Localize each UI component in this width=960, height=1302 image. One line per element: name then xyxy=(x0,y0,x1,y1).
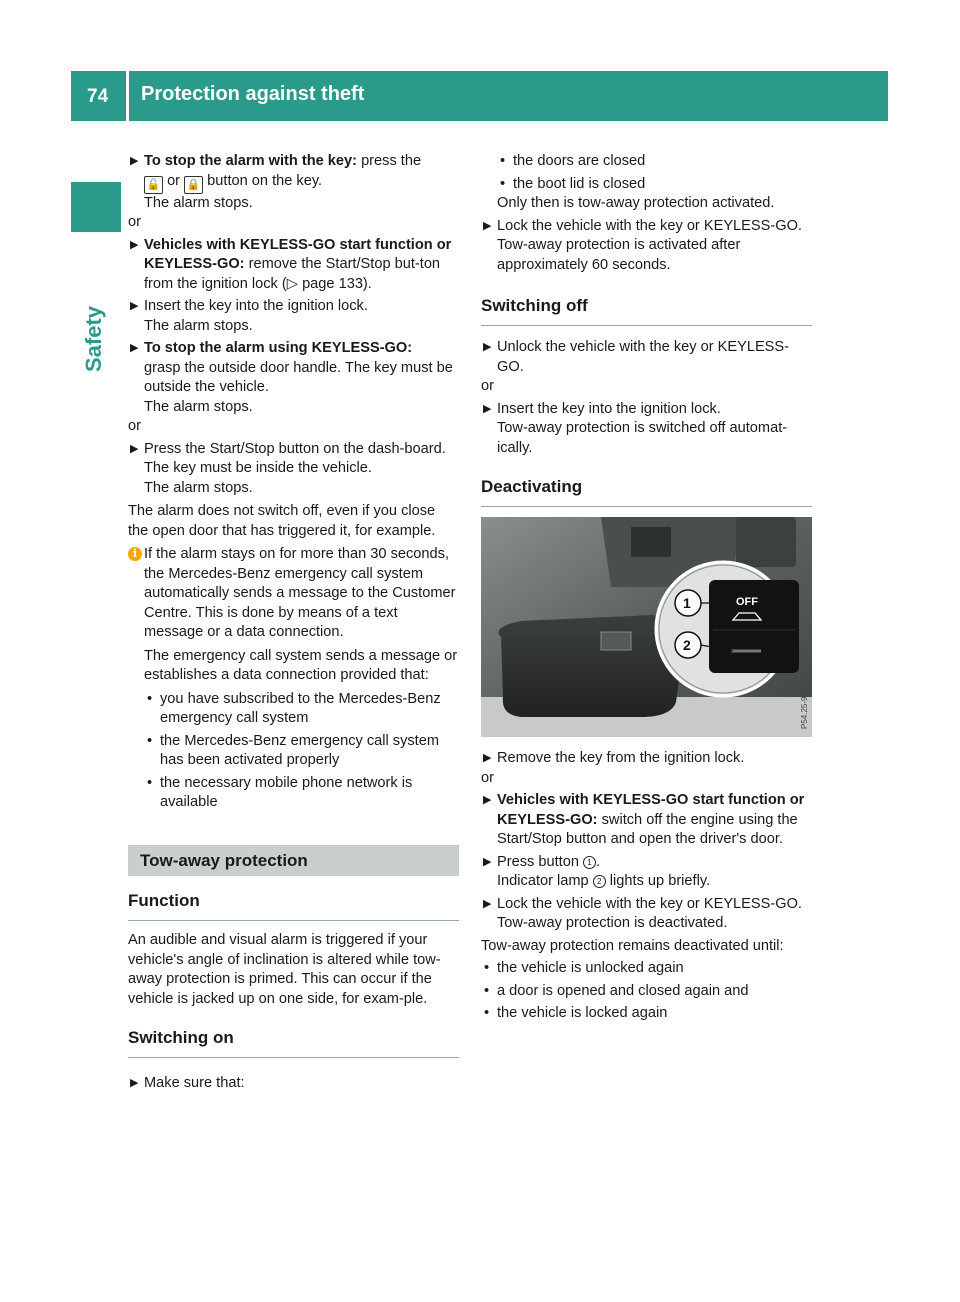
step-insert-key xyxy=(128,297,459,336)
step-text: remove the Start/Stop but-ton from the ignition lock ( xyxy=(144,256,441,292)
or-text: or xyxy=(481,769,494,786)
step-start-stop xyxy=(128,440,459,499)
list-item: • you have subscribed to the Mercedes-Benz emergency call system xyxy=(144,690,459,729)
step-stop-alarm-key xyxy=(128,152,459,213)
step-bold: To stop the alarm with the key: xyxy=(144,153,357,169)
list-item: • the necessary mobile phone network is available xyxy=(144,774,459,813)
step-keyless-go xyxy=(128,339,459,417)
step-result: The alarm stops. xyxy=(144,398,253,415)
step-bold: Vehicles with KEYLESS-GO start function or KEYLESS-GO: xyxy=(144,236,452,272)
step-text: Lock the vehicle with the key or KEYLESS-GO. xyxy=(497,217,802,234)
step-text: grasp the outside door handle. The key must be outside the vehicle. xyxy=(144,359,453,395)
step-result: The alarm stops. xyxy=(144,479,253,496)
right-column xyxy=(481,152,812,1024)
heading-switching-on: Switching on xyxy=(128,1027,459,1058)
figure-callout-1: 1 xyxy=(683,595,691,611)
info-icon: i xyxy=(128,547,142,561)
step-text: Insert the key into the ignition lock. xyxy=(144,298,368,314)
step-text: Press the Start/Stop button on the dash-board. The key must be inside the vehicle. xyxy=(144,440,446,476)
page-header xyxy=(71,71,888,121)
step-make-sure: ▶ Make sure that: xyxy=(128,1074,459,1094)
step-bold: To stop the alarm using KEYLESS-GO: xyxy=(144,340,413,356)
info-text: If the alarm stays on for more than 30 seconds, the Mercedes-Benz emergency call system automatically sends a message to the Customer Centre. This is done by means of a text message or a data connection. xyxy=(144,546,456,640)
step-keyless-off xyxy=(481,791,812,850)
or-text: or xyxy=(128,214,141,230)
step-text: or xyxy=(167,172,181,189)
step-lock xyxy=(481,217,812,276)
header-separator xyxy=(126,71,129,121)
figure-off-label: OFF xyxy=(736,596,758,608)
figure-illustration xyxy=(481,517,812,737)
step-text: button on the key. xyxy=(207,172,323,189)
paragraph: Only then is tow-away protection activated. xyxy=(497,195,775,211)
paragraph: Tow-away protection remains deactivated until: xyxy=(481,937,784,954)
info-note xyxy=(128,545,459,813)
heading-function: Function xyxy=(128,890,459,921)
step-text: Lock the vehicle with the key or KEYLESS-GO. xyxy=(497,895,802,912)
page-number: 74 xyxy=(87,86,109,107)
list-item: • the Mercedes-Benz emergency call system has been activated properly xyxy=(144,732,459,771)
heading-switching-off: Switching off xyxy=(481,295,812,326)
step-text: Insert the key into the ignition lock. xyxy=(497,400,721,417)
list-item: • a door is opened and closed again and xyxy=(481,982,812,1002)
list-item: • the vehicle is locked again xyxy=(481,1004,812,1024)
step-text: . xyxy=(596,853,601,870)
or-text: or xyxy=(128,418,141,434)
figure-overhead-control-panel xyxy=(481,517,812,737)
page-title: Protection against theft xyxy=(141,83,365,105)
callout-2-icon: 2 xyxy=(593,875,606,888)
paragraph: An audible and visual alarm is triggered if your vehicle's angle of inclination is altered while tow-away protection is primed. This can occur if the vehicle is jacked up on one side, for exam-ple. xyxy=(128,932,441,1007)
figure-code: P54.25-9712-31 xyxy=(800,671,809,729)
step-remove-key: ▶ Remove the key from the ignition lock. xyxy=(481,749,812,769)
step-lock-deactivate xyxy=(481,895,812,934)
callout-1-icon: 1 xyxy=(583,856,596,869)
paragraph: The alarm does not switch off, even if you close the open door that has triggered it, for example. xyxy=(128,503,436,539)
section-label: Safety xyxy=(81,305,106,372)
step-text: press the xyxy=(361,153,422,169)
step-result: Tow-away protection is deactivated. xyxy=(497,915,728,931)
step-text: lights up briefly. xyxy=(609,873,711,889)
step-result: Tow-away protection is switched off automat-ically. xyxy=(497,420,788,456)
list-item: • the vehicle is unlocked again xyxy=(481,959,812,979)
step-press-button xyxy=(481,853,812,892)
or-text: or xyxy=(481,378,494,394)
step-result: The alarm stops. xyxy=(144,317,253,334)
page-reference: page 133). xyxy=(302,275,372,292)
step-text: Press button xyxy=(497,853,579,870)
section-tab xyxy=(71,182,121,232)
step-result: The alarm stops. xyxy=(144,194,253,211)
step-result: Tow-away protection is activated after approximately 60 seconds. xyxy=(497,237,741,273)
list-item: • the boot lid is closed xyxy=(481,175,812,195)
step-bold: Vehicles with KEYLESS-GO start function or KEYLESS-GO: xyxy=(497,792,805,828)
step-unlock: ▶ Unlock the vehicle with the key or KEYLESS-GO. xyxy=(481,338,812,377)
left-column xyxy=(128,152,459,1094)
unlock-icon: 🔓 xyxy=(144,176,163,194)
heading-deactivating: Deactivating xyxy=(481,476,812,507)
step-keyless-remove xyxy=(128,236,459,295)
figure-callout-2: 2 xyxy=(683,637,691,653)
step-text: Indicator lamp xyxy=(497,873,589,889)
section-band: Tow-away protection xyxy=(128,845,459,877)
info-list xyxy=(144,690,459,813)
info-text: The emergency call system sends a message or establishes a data connection provided that: xyxy=(144,647,458,683)
step-text: switch off the engine using the Start/Stop button and open the driver's door. xyxy=(497,811,798,847)
step-insert-key-off xyxy=(481,400,812,459)
ref-arrow-icon: ▷ xyxy=(286,275,298,292)
lock-icon: 🔒 xyxy=(184,176,203,194)
list-item: • the doors are closed xyxy=(481,152,812,172)
